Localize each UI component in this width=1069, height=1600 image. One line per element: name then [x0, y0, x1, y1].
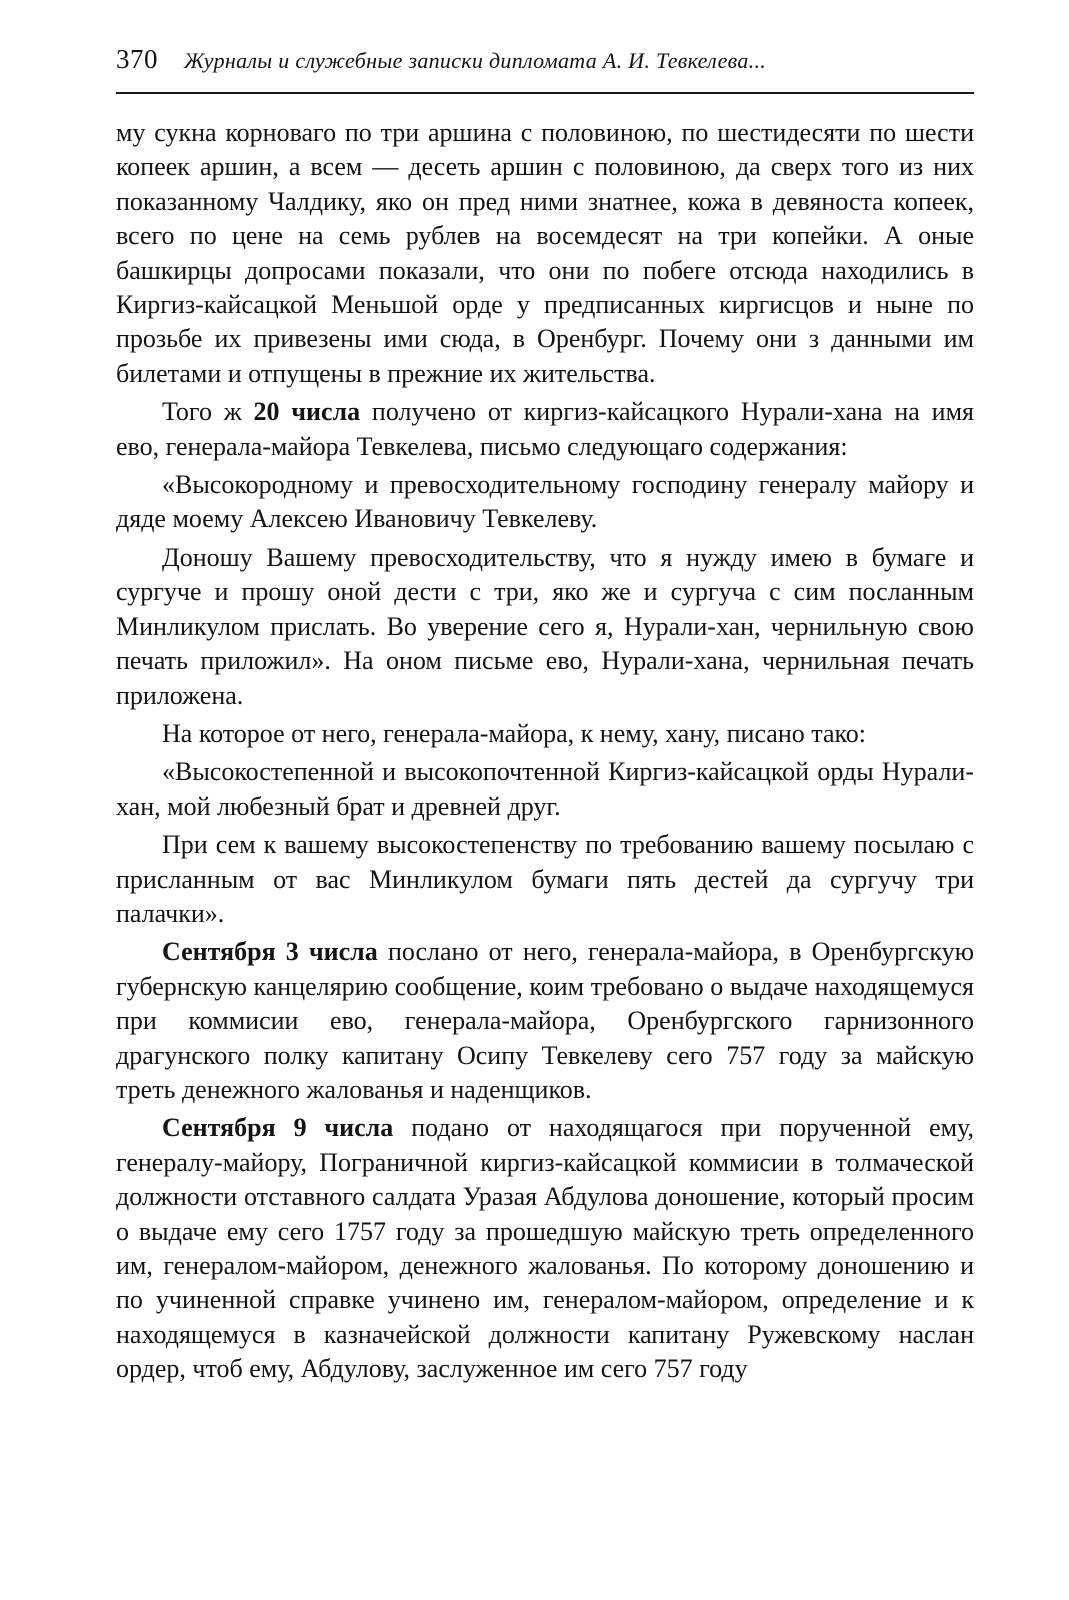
- paragraph-text: получено от киргиз-кайсацкого Нурали-хана на имя ево, генерала-майора Тевкелева, письмо следующаго содержания:: [116, 397, 974, 461]
- running-header: [116, 44, 976, 84]
- body-text: [116, 116, 974, 1387]
- paragraph: [116, 717, 974, 751]
- paragraph-text: На которое от него, генерала-майора, к нему, хану, писано тако:: [162, 718, 867, 748]
- header-rule: [116, 92, 974, 94]
- paragraph-text: «Высокородному и превосходительному господину генералу майору и дяде моему Алексею Ивановичу Тевкелеву.: [116, 470, 974, 534]
- paragraph: [116, 116, 974, 391]
- paragraph-text: послано от него, генерала-майора, в Оренбургскую губернскую канцелярию сообщение, коим требовано о выдаче находящемуся при коммисии ево, генерала-майора, Оренбургского гарнизонного драгунского полку капитану Осипу Тевкелеву сего 757 году за майскую треть денежного жалованья и наденщиков.: [116, 937, 975, 1104]
- date-heading: Сентября 3 числа: [162, 937, 378, 967]
- paragraph: [116, 755, 974, 824]
- paragraph-text: Того ж: [162, 397, 254, 427]
- date-heading: 20 числа: [253, 397, 361, 427]
- paragraph: [116, 1111, 974, 1386]
- paragraph-text: «Высокостепенной и высокопочтенной Киргиз-кайсацкой орды Нурали-хан, мой любезный брат и древней друг.: [116, 757, 974, 821]
- page-number: 370: [116, 44, 158, 74]
- paragraph-text: му сукна корноваго по три аршина с половиною, по шестидесяти по шести копеек аршин, а всем — десеть аршин с половиною, да сверх того из них показанному Чалдику, яко он пред ними знатнее, кожа в девяноста копеек, всего по цене на семь рублев на восемдесят на три копейки. А оные башкирцы допросами показали, что они по побеге отсюда находились в Киргиз-кайсацкой Меньшой орде у предписанных киргисцов и ныне по прозьбе их привезены ими сюда, в Оренбург. Почему они з данными им билетами и отпущены в прежние их жительства.: [116, 118, 974, 388]
- paragraph-text: подано от находящагося при порученной ему, генералу-майору, Пограничной киргиз-кайсацкой коммисии в толмаческой должности отставного салдата Уразая Абдулова доношение, который просим о выдаче ему сего 1757 году за прошедшую майскую треть определенного им, генералом-майором, денежного жалованья. По которому доношению и по учиненной справке учинено им, генералом-майором, определение и к находящемуся в казначейской должности капитану Ружевскому наслан ордер, чтоб ему, Абдулову, заслуженное им сего 757 году: [116, 1113, 974, 1384]
- paragraph-text: При сем к вашему высокостепенству по требованию вашему посылаю с присланным от вас Минликулом бумаги пять дестей да сургучу три палачки».: [116, 830, 974, 928]
- paragraph: [116, 541, 974, 713]
- paragraph: [116, 395, 974, 464]
- paragraph-text: Доношу Вашему превосходительству, что я нужду имею в бумаге и сургуче и прошу оной дести с три, яко же и сургуча с сим посланным Минликулом прислать. Во уверение сего я, Нурали-хан, чернильную свою печать приложил». На оном письме ево, Нурали-хана, чернильная печать приложена.: [116, 542, 974, 710]
- date-heading: Сентября 9 числа: [162, 1113, 394, 1143]
- paragraph: [116, 828, 974, 931]
- paragraph: [116, 468, 974, 537]
- paragraph: [116, 935, 974, 1107]
- running-title: Журналы и служебные записки дипломата А. И. Тевкелева...: [184, 48, 767, 73]
